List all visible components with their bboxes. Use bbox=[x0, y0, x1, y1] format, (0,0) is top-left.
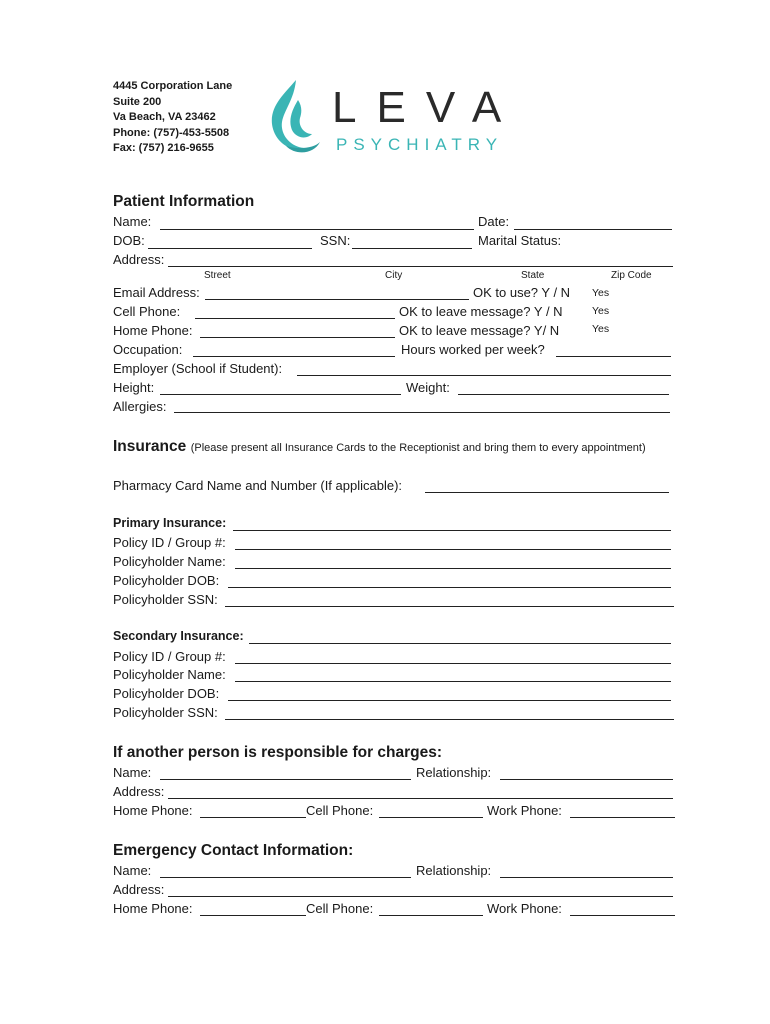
address-line: Suite 200 bbox=[113, 95, 162, 108]
employer-label: Employer (School if Student): bbox=[113, 361, 283, 376]
responsible-home-label: Home Phone: bbox=[113, 803, 193, 818]
street-caption: Street bbox=[204, 270, 231, 281]
date-field[interactable] bbox=[514, 229, 672, 230]
hours-field[interactable] bbox=[556, 356, 671, 357]
address-line: 4445 Corporation Lane bbox=[113, 80, 233, 92]
secondary-insurance-field[interactable] bbox=[249, 643, 671, 644]
emergency-address-label: Address: bbox=[113, 882, 165, 897]
marital-label: Marital Status: bbox=[478, 233, 562, 248]
email-ok-label[interactable]: OK to use? Y / N bbox=[473, 285, 571, 300]
primary-holder-dob-label: Policyholder DOB: bbox=[113, 573, 220, 588]
responsible-title: If another person is responsible for charges: bbox=[113, 744, 443, 761]
address-line: Phone: (757)-453-5508 bbox=[113, 126, 230, 139]
emergency-cell-label: Cell Phone: bbox=[306, 901, 374, 916]
emergency-work-label: Work Phone: bbox=[487, 901, 562, 916]
home-ok-label[interactable]: OK to leave message? Y/ N bbox=[399, 323, 560, 338]
email-ok-value: Yes bbox=[592, 287, 610, 299]
leva-logo bbox=[266, 76, 526, 156]
occupation-field[interactable] bbox=[193, 356, 395, 357]
logo-sub: PSYCHIATRY bbox=[336, 135, 504, 154]
pharmacy-field[interactable] bbox=[425, 492, 669, 493]
primary-holder-dob-field[interactable] bbox=[228, 587, 671, 588]
cell-label: Cell Phone: bbox=[113, 304, 181, 319]
address-line: Fax: (757) 216-9655 bbox=[113, 142, 214, 155]
responsible-relationship-field[interactable] bbox=[500, 779, 673, 780]
responsible-address-field[interactable] bbox=[168, 798, 673, 799]
dob-field[interactable] bbox=[148, 248, 312, 249]
emergency-home-label: Home Phone: bbox=[113, 901, 193, 916]
name-label: Name: bbox=[113, 214, 152, 229]
ssn-field[interactable] bbox=[352, 248, 472, 249]
responsible-cell-field[interactable] bbox=[379, 817, 483, 818]
secondary-holder-dob-field[interactable] bbox=[228, 700, 671, 701]
height-field[interactable] bbox=[160, 394, 401, 395]
secondary-holder-ssn-label: Policyholder SSN: bbox=[113, 705, 218, 720]
cell-ok-value: Yes bbox=[592, 305, 610, 317]
occupation-label: Occupation: bbox=[113, 342, 183, 357]
emergency-name-field[interactable] bbox=[160, 877, 411, 878]
name-field[interactable] bbox=[160, 229, 474, 230]
primary-holder-ssn-field[interactable] bbox=[225, 606, 674, 607]
responsible-work-field[interactable] bbox=[570, 817, 675, 818]
dob-label: DOB: bbox=[113, 233, 145, 248]
secondary-holder-dob-label: Policyholder DOB: bbox=[113, 686, 220, 701]
employer-field[interactable] bbox=[297, 375, 671, 376]
emergency-title: Emergency Contact Information: bbox=[113, 842, 354, 859]
insurance-title: Insurance bbox=[113, 438, 187, 455]
patient-info-title: Patient Information bbox=[113, 193, 255, 210]
cell-ok-label[interactable]: OK to leave message? Y / N bbox=[399, 304, 563, 319]
emergency-name-label: Name: bbox=[113, 863, 152, 878]
logo-name: LEVA bbox=[332, 83, 522, 132]
emergency-relationship-label: Relationship: bbox=[416, 863, 492, 878]
primary-policy-field[interactable] bbox=[235, 549, 671, 550]
emergency-relationship-field[interactable] bbox=[500, 877, 673, 878]
address-label: Address: bbox=[113, 252, 165, 267]
primary-insurance-label: Primary Insurance: bbox=[113, 516, 227, 530]
hours-label: Hours worked per week? bbox=[401, 342, 545, 357]
secondary-policy-field[interactable] bbox=[235, 663, 671, 664]
home-phone-label: Home Phone: bbox=[113, 323, 193, 338]
primary-holder-ssn-label: Policyholder SSN: bbox=[113, 592, 218, 607]
secondary-policy-label: Policy ID / Group #: bbox=[113, 649, 226, 664]
cell-field[interactable] bbox=[195, 318, 395, 319]
emergency-address-field[interactable] bbox=[168, 896, 673, 897]
email-field[interactable] bbox=[205, 299, 469, 300]
responsible-name-label: Name: bbox=[113, 765, 152, 780]
clinic-address bbox=[113, 79, 232, 157]
responsible-relationship-label: Relationship: bbox=[416, 765, 492, 780]
responsible-home-field[interactable] bbox=[200, 817, 306, 818]
insurance-header bbox=[113, 438, 646, 456]
height-label: Height: bbox=[113, 380, 155, 395]
state-caption: State bbox=[521, 270, 545, 281]
insurance-note: (Please present all Insurance Cards to the Receptionist and bring them to every appointment) bbox=[190, 442, 646, 454]
allergies-label: Allergies: bbox=[113, 399, 167, 414]
responsible-work-label: Work Phone: bbox=[487, 803, 562, 818]
address-field[interactable] bbox=[168, 266, 673, 267]
responsible-name-field[interactable] bbox=[160, 779, 411, 780]
home-phone-field[interactable] bbox=[200, 337, 395, 338]
weight-label: Weight: bbox=[406, 380, 450, 395]
responsible-cell-label: Cell Phone: bbox=[306, 803, 374, 818]
emergency-work-field[interactable] bbox=[570, 915, 675, 916]
responsible-address-label: Address: bbox=[113, 784, 165, 799]
secondary-holder-name-label: Policyholder Name: bbox=[113, 667, 226, 682]
city-caption: City bbox=[385, 270, 403, 281]
emergency-home-field[interactable] bbox=[200, 915, 306, 916]
zip-caption: Zip Code bbox=[611, 270, 652, 281]
flame-icon bbox=[272, 80, 320, 152]
home-ok-value: Yes bbox=[592, 323, 610, 335]
secondary-holder-ssn-field[interactable] bbox=[225, 719, 674, 720]
ssn-label: SSN: bbox=[320, 233, 351, 248]
address-line: Va Beach, VA 23462 bbox=[113, 111, 216, 124]
emergency-cell-field[interactable] bbox=[379, 915, 483, 916]
allergies-field[interactable] bbox=[174, 412, 670, 413]
primary-policy-label: Policy ID / Group #: bbox=[113, 535, 226, 550]
pharmacy-label: Pharmacy Card Name and Number (If applicable): bbox=[113, 478, 403, 493]
secondary-holder-name-field[interactable] bbox=[235, 681, 671, 682]
primary-holder-name-label: Policyholder Name: bbox=[113, 554, 226, 569]
primary-holder-name-field[interactable] bbox=[235, 568, 671, 569]
secondary-insurance-label: Secondary Insurance: bbox=[113, 629, 244, 643]
date-label: Date: bbox=[478, 214, 510, 229]
email-label: Email Address: bbox=[113, 285, 200, 300]
weight-field[interactable] bbox=[458, 394, 669, 395]
primary-insurance-field[interactable] bbox=[233, 530, 671, 531]
